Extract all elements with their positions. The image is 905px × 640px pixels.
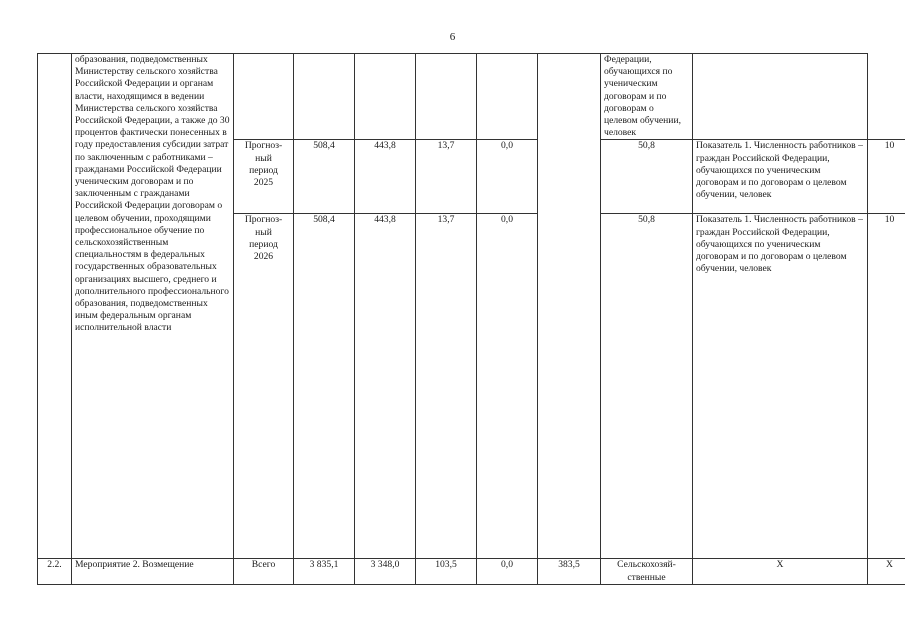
local-cell: 0,0 [477,214,538,559]
measure-description-cell [72,54,234,559]
indicator-cell [693,214,868,559]
regional-cell: 103,5 [416,559,477,585]
measure-description: образования, подведомственных Министерству сельского хозяйства Российской Федерации и органам власти, находящимся в ведении Министерства сельского хозяйства Российской Федерации, а также до 30 процентов фактически понесенных в году предоставления субсидии затрат по заключенным с работниками – гражданами Российской Федерации ученическим договорам и по заключенным с гражданами Российской Федерации договорам о целевом обучении, проходящими профессиональное обучение по сельскохозяйственным специальностям в федеральных государственных образовательных организациях высшего, среднего и дополнительного профессионального образования, подведомственных иным федеральным органам исполнительной власти [75,54,230,334]
table-row [38,54,905,140]
indicator-cell [693,140,868,214]
value-cell [693,54,868,140]
recipient-cell [538,54,601,559]
other-cell: 383,5 [538,559,601,585]
total-cell: 3 835,1 [294,559,355,585]
row-number-cell [38,54,72,559]
period-cell: Прогноз- ный период 2025 [234,140,294,214]
recipient-cell: Сельскохозяй- ственные [601,559,693,585]
indicator-text: Показатель 1. Численность работников – граждан Российской Федерации, обучающихся по ученическим договорам и по договорам о целевом обучении, человек [696,214,863,275]
indicator-text: Показатель 1. Численность работников – граждан Российской Федерации, обучающихся по ученическим договорам и по договорам о целевом обучении, человек [696,140,863,201]
local-cell: 0,0 [477,559,538,585]
value-cell: 10 [868,140,905,214]
regional-cell [416,54,477,140]
other-cell: 50,8 [601,214,693,559]
total-cell: 508,4 [294,214,355,559]
regional-cell: 13,7 [416,214,477,559]
measure-description-cell: Мероприятие 2. Возмещение [72,559,234,585]
regional-cell: 13,7 [416,140,477,214]
indicator-text: Федерации, обучающихся по ученическим договорам и по договорам о целевом обучении, человек [604,54,681,139]
indicator-cell [601,54,693,140]
local-cell: 0,0 [477,140,538,214]
federal-cell: 443,8 [355,214,416,559]
total-cell: 508,4 [294,140,355,214]
federal-cell [355,54,416,140]
row-number-cell: 2.2. [38,559,72,585]
table-row [38,559,905,585]
measures-table [37,53,905,585]
total-cell [294,54,355,140]
period-cell: Прогноз- ный период 2026 [234,214,294,559]
period-cell [234,54,294,140]
federal-cell: 443,8 [355,140,416,214]
value-cell: X [868,559,905,585]
federal-cell: 3 348,0 [355,559,416,585]
page-number: 6 [449,31,456,43]
value-cell: 10 [868,214,905,559]
other-cell: 50,8 [601,140,693,214]
indicator-cell: X [693,559,868,585]
period-cell: Всего [234,559,294,585]
local-cell [477,54,538,140]
